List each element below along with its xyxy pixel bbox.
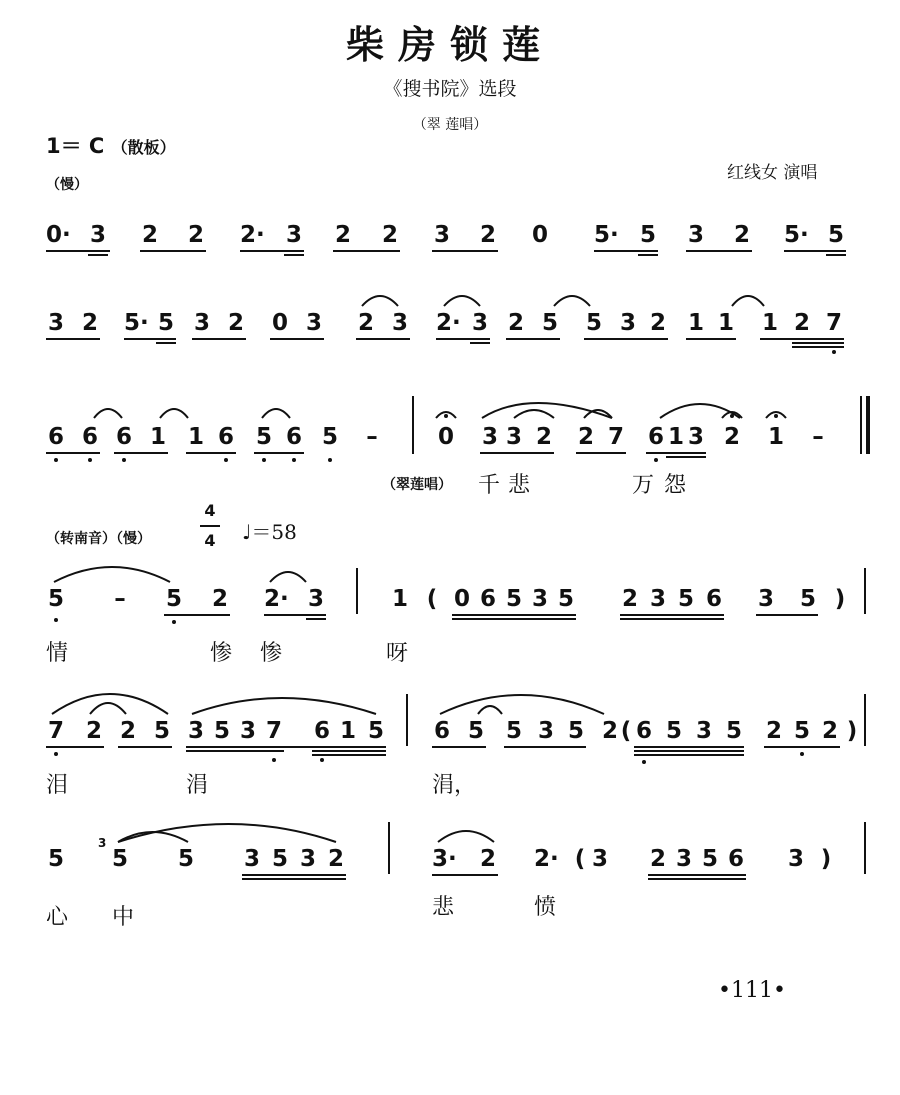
note: 2 <box>577 424 594 450</box>
page-number: •111• <box>718 978 786 1003</box>
note: 3 <box>187 718 204 744</box>
note: 2 <box>381 222 398 248</box>
note: 3 <box>433 222 450 248</box>
slur <box>444 296 480 306</box>
note: 5 <box>255 424 272 450</box>
note: 5 <box>793 718 810 744</box>
note: 5 <box>665 718 682 744</box>
note: 3 <box>193 310 210 336</box>
note: 6 <box>81 424 98 450</box>
note: 1 <box>149 424 166 450</box>
note: 7 <box>265 718 282 744</box>
note: 5 <box>321 424 338 450</box>
note: 5 <box>111 846 128 872</box>
note: 3 <box>675 846 692 872</box>
note: 5 <box>153 718 170 744</box>
fermata-dot <box>444 414 448 418</box>
note: 1 <box>187 424 204 450</box>
note: 2 <box>601 718 618 744</box>
lyric: 惨 <box>210 641 233 666</box>
note: 5 <box>567 718 584 744</box>
note: 5 <box>585 310 602 336</box>
song-subtitle: 《搜书院》选段 <box>383 78 517 100</box>
slur <box>660 404 740 418</box>
note: 2 <box>479 222 496 248</box>
note: 3 <box>505 424 522 450</box>
slur <box>732 296 764 306</box>
note: 2 <box>327 846 344 872</box>
slur <box>90 703 126 714</box>
time-bottom: 4 <box>204 531 216 550</box>
note: 3 <box>787 846 804 872</box>
note: 6 <box>217 424 234 450</box>
note: 2 <box>357 310 374 336</box>
note: 5 <box>639 222 656 248</box>
cuilian-sings-label: （翠莲唱） <box>382 477 452 493</box>
note: 6 <box>635 718 652 744</box>
lyric: 万 <box>632 473 655 498</box>
key-text: 1＝ C <box>46 134 105 158</box>
note: 1 <box>761 310 778 336</box>
slow-marking: （慢） <box>46 177 88 193</box>
note: 3 <box>687 222 704 248</box>
note: 5 <box>271 846 288 872</box>
slur <box>94 409 122 418</box>
note: 5 <box>505 586 522 612</box>
slur <box>514 410 554 418</box>
note: 3 <box>299 846 316 872</box>
slur <box>160 409 188 418</box>
slur <box>362 296 398 306</box>
note: ( <box>620 718 632 744</box>
note: 2 <box>85 718 102 744</box>
lyric: 涓， <box>432 773 477 798</box>
note: 5 <box>213 718 230 744</box>
note: 2 <box>211 586 228 612</box>
note: 5 <box>367 718 384 744</box>
note: 2 <box>81 310 98 336</box>
note: ( <box>574 846 586 872</box>
note: 5 <box>677 586 694 612</box>
note: 2· <box>264 586 289 612</box>
note: 2 <box>535 424 552 450</box>
note: 6 <box>285 424 302 450</box>
note: 5 <box>557 586 574 612</box>
note: 6 <box>727 846 744 872</box>
note: 3 <box>591 846 608 872</box>
note: 1 <box>767 424 784 450</box>
note: 3 <box>619 310 636 336</box>
singer-credit: 红线女 演唱 <box>727 163 818 183</box>
lyric: 涓 <box>186 773 209 798</box>
note: ( <box>426 586 438 612</box>
note: 5 <box>157 310 174 336</box>
note: 2 <box>649 846 666 872</box>
note: 1 <box>339 718 356 744</box>
grace-note-mark: 3 <box>98 836 107 850</box>
note: 5· <box>784 222 809 248</box>
note: 5 <box>165 586 182 612</box>
note: 2 <box>793 310 810 336</box>
note: 6 <box>47 424 64 450</box>
lyric: 惨 <box>260 641 283 666</box>
note: 5· <box>594 222 619 248</box>
note: 0 <box>531 222 548 248</box>
note: 2· <box>240 222 265 248</box>
note: 5 <box>47 586 64 612</box>
note: 2 <box>765 718 782 744</box>
slur <box>440 695 604 714</box>
note: ) <box>846 718 858 744</box>
note: 3 <box>47 310 64 336</box>
note: 7 <box>825 310 842 336</box>
note: 6 <box>433 718 450 744</box>
note: 5 <box>541 310 558 336</box>
note: 1 <box>667 424 684 450</box>
note: 2 <box>119 718 136 744</box>
note: 2 <box>621 586 638 612</box>
note: 1 <box>717 310 734 336</box>
nanyin-slow-label: （转南音）（慢） <box>46 531 151 547</box>
note: 0 <box>271 310 288 336</box>
note: 3 <box>305 310 322 336</box>
note: ) <box>834 586 846 612</box>
note: 3 <box>531 586 548 612</box>
note: – <box>812 424 824 450</box>
note: 2 <box>479 846 496 872</box>
note: 3 <box>243 846 260 872</box>
note: 3 <box>471 310 488 336</box>
note: 5· <box>124 310 149 336</box>
note: 5 <box>799 586 816 612</box>
slur <box>192 698 376 714</box>
slur <box>262 409 290 418</box>
lyric: 悲 <box>432 895 455 920</box>
lyric: 中 <box>112 905 135 930</box>
note: 3 <box>537 718 554 744</box>
note: 3 <box>649 586 666 612</box>
note: 2 <box>733 222 750 248</box>
note: 5 <box>505 718 522 744</box>
note: 2 <box>723 424 740 450</box>
note: 3· <box>432 846 457 872</box>
note: 3 <box>307 586 324 612</box>
fermata-dot <box>774 414 778 418</box>
note: 5 <box>827 222 844 248</box>
note: 5 <box>467 718 484 744</box>
lyric: 愤 <box>534 895 557 920</box>
lyric: 呀 <box>386 641 409 666</box>
note: 2 <box>141 222 158 248</box>
lyric: 泪 <box>46 773 69 798</box>
time-top: 4 <box>204 501 216 520</box>
note: 6 <box>479 586 496 612</box>
lyric: 怨 <box>664 473 687 498</box>
tempo-marking: （散板） <box>111 138 176 157</box>
note: 2 <box>649 310 666 336</box>
lyric: 心 <box>46 905 69 930</box>
lyric: 千 <box>478 473 501 498</box>
note: 3 <box>757 586 774 612</box>
fermata-dot <box>730 414 734 418</box>
note: 2 <box>507 310 524 336</box>
note: 2 <box>227 310 244 336</box>
note: 3 <box>285 222 302 248</box>
note: 6 <box>313 718 330 744</box>
note: 3 <box>687 424 704 450</box>
song-title: 柴房锁莲 <box>345 22 554 67</box>
note: 0· <box>46 222 71 248</box>
note: 5 <box>177 846 194 872</box>
note: 6 <box>115 424 132 450</box>
note: 5 <box>47 846 64 872</box>
slur <box>54 567 170 582</box>
note: 5 <box>725 718 742 744</box>
slur <box>438 831 494 842</box>
note: 3 <box>695 718 712 744</box>
note: 3 <box>391 310 408 336</box>
lyric: 情 <box>46 641 69 666</box>
note: 2 <box>821 718 838 744</box>
note: – <box>114 586 126 612</box>
note: 5 <box>701 846 718 872</box>
note: 2· <box>436 310 461 336</box>
note: 6 <box>647 424 664 450</box>
slur <box>270 572 306 582</box>
note: 2 <box>187 222 204 248</box>
note: 1 <box>391 586 408 612</box>
note: 2· <box>534 846 559 872</box>
note: 0 <box>437 424 454 450</box>
note: 0 <box>453 586 470 612</box>
note: 7 <box>607 424 624 450</box>
slur <box>554 296 590 306</box>
slur <box>478 706 502 714</box>
note: 2 <box>334 222 351 248</box>
role-note: （翠 莲唱） <box>412 117 488 133</box>
note: – <box>366 424 378 450</box>
note: 1 <box>687 310 704 336</box>
tempo-indication: ♩＝58 <box>242 520 297 544</box>
note: 3 <box>89 222 106 248</box>
note: ) <box>820 846 832 872</box>
note: 7 <box>47 718 64 744</box>
note: 3 <box>481 424 498 450</box>
note: 3 <box>239 718 256 744</box>
note: 6 <box>705 586 722 612</box>
lyric: 悲 <box>508 473 531 498</box>
